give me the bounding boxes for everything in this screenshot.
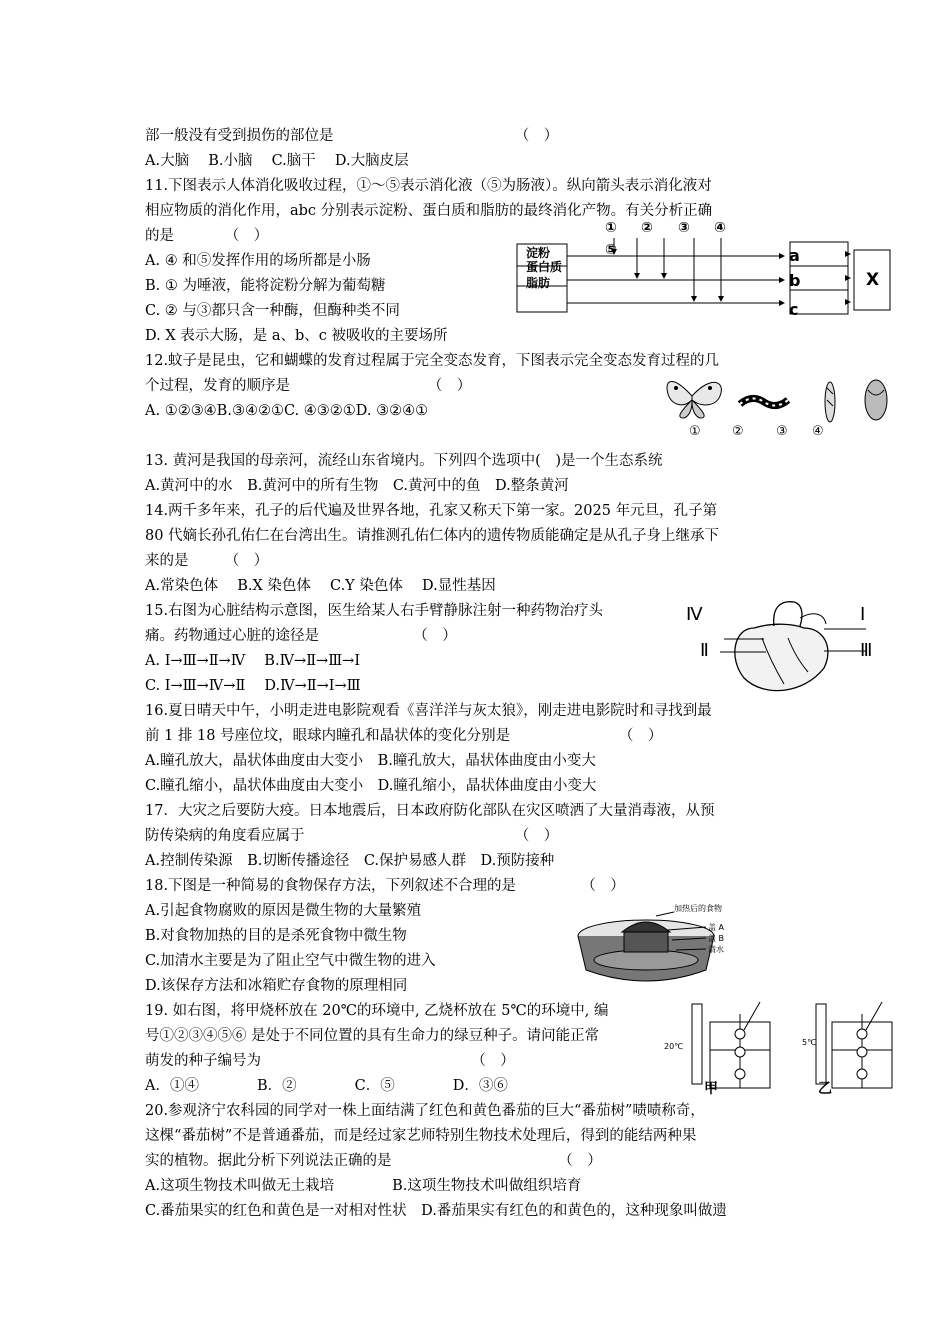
text-line: A.控制传染源 B.切断传播途径 C.保护易感人群 D.预防接种 <box>145 853 555 869</box>
text-line: B.对食物加热的目的是杀死食物中微生物 <box>145 928 407 944</box>
text-line: 部一般没有受到损伤的部位是 （ ） <box>145 128 559 144</box>
insect-development-figure <box>662 372 902 444</box>
text-line: C.加清水主要是为了阻止空气中微生物的进入 <box>145 953 436 969</box>
seed-germination-svg <box>664 994 900 1094</box>
text-line: A. ④ 和⑤发挥作用的场所都是小肠 <box>145 253 371 269</box>
text-line: 20.参观济宁农科园的同学对一株上面结满了红色和黄色番茄的巨大“番茄树”啧啧称奇， <box>145 1103 705 1119</box>
text-line: 号①②③④⑤⑥ 是处于不同位置的具有生命力的绿豆种子。请问能正常 <box>145 1028 600 1044</box>
insect-label: ④ <box>812 424 824 439</box>
text-line: 12.蚊子是昆虫，它和蝴蝶的发育过程属于完全变态发育，下图表示完全变态发育过程的几 <box>145 353 720 369</box>
juice-label: ② <box>641 220 653 236</box>
text-line: A. ①②③④B.③④②①C. ④③②①D. ③②④① <box>145 403 429 419</box>
text-line: A.这项生物技术叫做无土栽培 B.这项生物技术叫做组织培育 <box>145 1178 582 1194</box>
text-line: A.引起食物腐败的原因是微生物的大量繁殖 <box>145 903 422 919</box>
heart-diagram-svg <box>684 598 884 698</box>
text-line: 18.下图是一种简易的食物保存方法，下列叙述不合理的是 （ ） <box>145 878 625 894</box>
text-line: 前 1 排 18 号座位坟，眼球内瞳孔和晶状体的变化分别是 （ ） <box>145 728 663 744</box>
text-line: C.瞳孔缩小，晶状体曲度由大变小 D.瞳孔缩小，晶状体曲度由小变大 <box>145 778 597 794</box>
food-label: 清水 <box>708 945 724 954</box>
food-preservation-figure <box>576 900 744 988</box>
text-line: 来的是 （ ） <box>145 553 269 569</box>
text-line: 15.右图为心脏结构示意图，医生给某人右手臂静脉注射一种药物治疗头 <box>145 603 604 619</box>
heart-label: Ⅲ <box>860 640 873 661</box>
text-line: 个过程，发育的顺序是 （ ） <box>145 378 472 394</box>
product-label: a <box>789 246 800 265</box>
organ-label: X <box>866 270 880 290</box>
digestion-row-label: 淀粉 <box>526 246 551 260</box>
text-line: A．①④ B．② C．⑤ D．③⑥ <box>145 1078 508 1094</box>
digestion-diagram-svg <box>514 218 894 320</box>
digestion-row-label: 蛋白质 <box>526 260 563 274</box>
text-line: 19. 如右图，将甲烧杯放在 20℃的环境中, 乙烧杯放在 5℃的环境中, 编 <box>145 1003 609 1019</box>
juice-label: ① <box>605 220 617 236</box>
text-line: A.大脑 B.小脑 C.脑干 D.大脑皮层 <box>145 153 409 169</box>
text-line: 13. 黄河是我国的母亲河，流经山东省境内。下列四个选项中( )是一个生态系统 <box>145 453 663 469</box>
text-line: 80 代嫡长孙孔佑仁在台湾出生。请推测孔佑仁体内的遗传物质能确定是从孔子身上继承下 <box>145 528 720 544</box>
food-label: 盖 A <box>708 923 725 932</box>
temp-label: 5℃ <box>802 1038 817 1047</box>
text-line: 相应物质的消化作用，abc 分别表示淀粉、蛋白质和脂肪的最终消化产物。有关分析正确 <box>145 203 713 219</box>
heart-diagram <box>684 598 884 698</box>
text-line: 14.两千多年来，孔子的后代遍及世界各地，孔家又称天下第一家。2025 年元旦，孔子第 <box>145 503 718 519</box>
insect-label: ② <box>732 424 744 439</box>
text-line: 的是 （ ） <box>145 228 269 244</box>
text-line: 17．大灾之后要防大疫。日本地震后，日本政府防化部队在灾区喷洒了大量消毒液，从预 <box>145 803 715 819</box>
beaker-label: 甲 <box>704 1081 718 1097</box>
juice-label: ⑤ <box>605 242 617 258</box>
heart-label: Ⅱ <box>700 640 709 661</box>
text-line: B. ① 为唾液，能将淀粉分解为葡萄糖 <box>145 278 386 294</box>
text-line: 11.下图表示人体消化吸收过程，①～⑤表示消化液（⑤为肠液）。纵向箭头表示消化液对 <box>145 178 712 194</box>
text-line: 实的植物。据此分析下列说法正确的是 （ ） <box>145 1153 602 1169</box>
text-line: 防传染病的角度看应属于 （ ） <box>145 828 559 844</box>
digestion-diagram <box>514 218 894 320</box>
insect-label: ③ <box>776 424 788 439</box>
heart-label: Ⅳ <box>686 604 703 625</box>
juice-label: ③ <box>678 220 690 236</box>
text-line: 这棵“番茄树”不是普通番茄，而是经过家艺师特别生物技术处理后，得到的能结两种果 <box>145 1128 697 1144</box>
product-label: c <box>789 300 799 319</box>
text-line: 痛。药物通过心脏的途径是 （ ） <box>145 628 457 644</box>
insect-label: ① <box>689 424 701 439</box>
text-line: A.瞳孔放大，晶状体曲度由大变小 B.瞳孔放大，晶状体曲度由小变大 <box>145 753 596 769</box>
temp-label: 20℃ <box>664 1042 684 1051</box>
heart-label: Ⅰ <box>860 604 866 625</box>
text-line: 16.夏日晴天中午，小明走进电影院观看《喜洋洋与灰太狼》，刚走进电影院时和寻找到最 <box>145 703 712 719</box>
text-line: D.该保存方法和冰箱贮存食物的原理相同 <box>145 978 408 994</box>
text-line: A.常染色体 B.X 染色体 C.Y 染色体 D.显性基因 <box>145 578 496 594</box>
juice-label: ④ <box>714 220 726 236</box>
food-label: 加热后的食物 <box>674 904 722 913</box>
seed-germination-figure <box>664 994 900 1097</box>
beaker-label: 乙 <box>818 1081 832 1097</box>
food-label: 盖 B <box>708 934 725 943</box>
text-line: D. X 表示大肠，是 a、b、c 被吸收的主要场所 <box>145 328 448 344</box>
product-label: b <box>789 271 801 290</box>
text-line: 萌发的种子编号为 （ ） <box>145 1053 515 1069</box>
text-line: C. Ⅰ→Ⅲ→Ⅳ→Ⅱ D.Ⅳ→Ⅱ→Ⅰ→Ⅲ <box>145 678 361 694</box>
digestion-row-label: 脂肪 <box>526 276 551 290</box>
text-line: A.黄河中的水 B.黄河中的所有生物 C.黄河中的鱼 D.整条黄河 <box>145 478 569 494</box>
text-line: C. ② 与③都只含一种酶，但酶种类不同 <box>145 303 400 319</box>
text-line: C.番茄果实的红色和黄色是一对相对性状 D.番茄果实有红色的和黄色的，这种现象叫做遗 <box>145 1203 727 1219</box>
text-line: A. Ⅰ→Ⅲ→Ⅱ→Ⅳ B.Ⅳ→Ⅱ→Ⅲ→Ⅰ <box>145 653 361 669</box>
